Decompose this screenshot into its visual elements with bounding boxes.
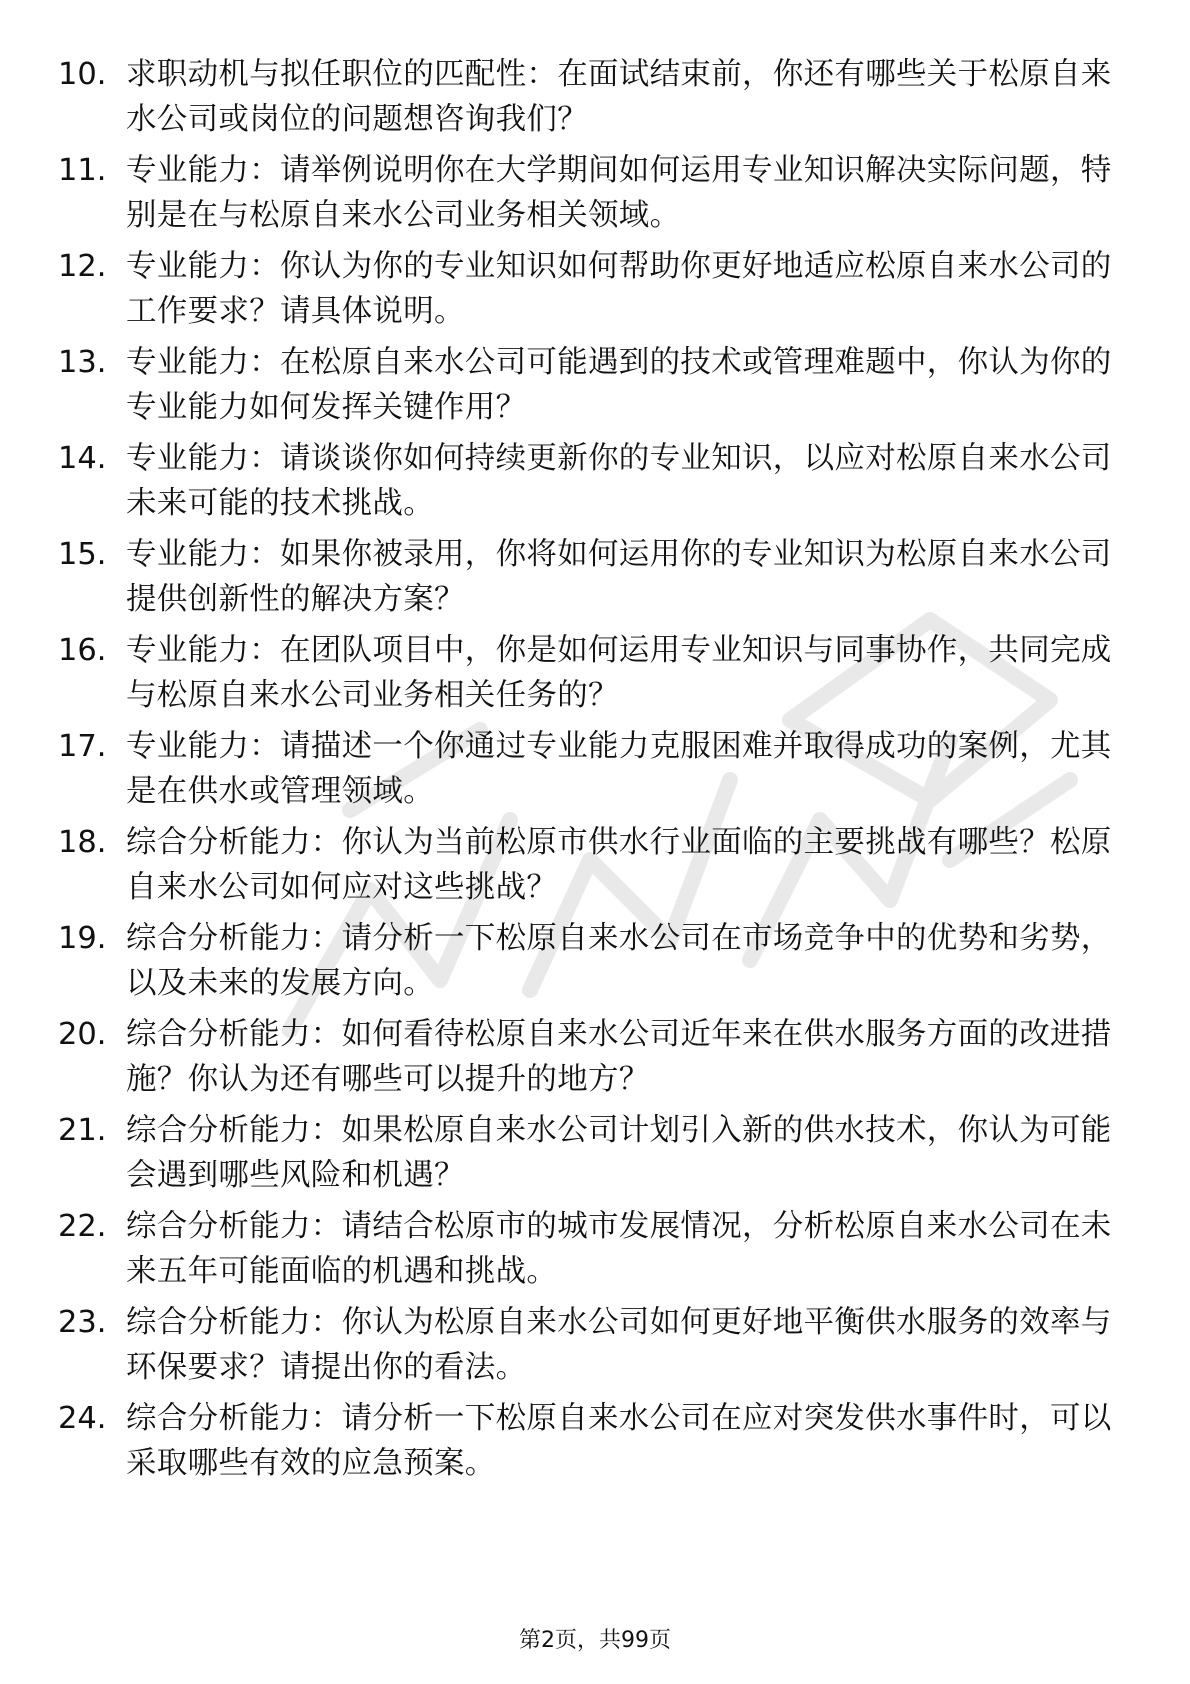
question-number: 10. <box>58 57 107 92</box>
question-text: 综合分析能力：你认为松原自来水公司如何更好地平衡供水服务的效率与环保要求？请提出你的看法。 <box>126 1305 1112 1385</box>
question-number: 22. <box>58 1209 107 1244</box>
question-text: 求职动机与拟任职位的匹配性：在面试结束前，你还有哪些关于松原自来水公司或岗位的问题想咨询我们？ <box>126 57 1112 137</box>
question-text: 专业能力：如果你被录用，你将如何运用你的专业知识为松原自来水公司提供创新性的解决方案？ <box>126 537 1112 617</box>
question-text: 专业能力：请举例说明你在大学期间如何运用专业知识解决实际问题，特别是在与松原自来水公司业务相关领域。 <box>126 153 1112 233</box>
question-item <box>58 340 1118 430</box>
question-item <box>58 724 1118 814</box>
question-item <box>58 1396 1118 1486</box>
question-text: 专业能力：在团队项目中，你是如何运用专业知识与同事协作，共同完成与松原自来水公司业务相关任务的？ <box>126 633 1112 713</box>
question-item <box>58 1204 1118 1294</box>
question-text: 专业能力：请谈谈你如何持续更新你的专业知识，以应对松原自来水公司未来可能的技术挑战。 <box>126 441 1112 521</box>
question-number: 20. <box>58 1017 107 1052</box>
question-item <box>58 1300 1118 1390</box>
question-number: 18. <box>58 825 107 860</box>
question-text: 专业能力：你认为你的专业知识如何帮助你更好地适应松原自来水公司的工作要求？请具体说明。 <box>126 249 1112 329</box>
question-text: 综合分析能力：你认为当前松原市供水行业面临的主要挑战有哪些？松原自来水公司如何应对这些挑战？ <box>126 825 1112 905</box>
question-item <box>58 1108 1118 1198</box>
question-list <box>58 52 1118 1492</box>
question-number: 24. <box>58 1401 107 1436</box>
question-text: 综合分析能力：请分析一下松原自来水公司在应对突发供水事件时，可以采取哪些有效的应急预案。 <box>126 1401 1112 1481</box>
question-number: 23. <box>58 1305 107 1340</box>
question-number: 13. <box>58 345 107 380</box>
question-item <box>58 820 1118 910</box>
question-item <box>58 916 1118 1006</box>
page-footer <box>0 1626 1190 1656</box>
question-item <box>58 1012 1118 1102</box>
question-text: 综合分析能力：请结合松原市的城市发展情况，分析松原自来水公司在未来五年可能面临的机遇和挑战。 <box>126 1209 1112 1289</box>
question-text: 专业能力：在松原自来水公司可能遇到的技术或管理难题中，你认为你的专业能力如何发挥关键作用？ <box>126 345 1112 425</box>
question-text: 综合分析能力：请分析一下松原自来水公司在市场竞争中的优势和劣势，以及未来的发展方向。 <box>126 921 1112 1001</box>
question-item <box>58 532 1118 622</box>
question-text: 综合分析能力：如果松原自来水公司计划引入新的供水技术，你认为可能会遇到哪些风险和机遇？ <box>126 1113 1112 1193</box>
question-number: 19. <box>58 921 107 956</box>
question-item <box>58 628 1118 718</box>
question-number: 21. <box>58 1113 107 1148</box>
question-number: 17. <box>58 729 107 764</box>
question-item <box>58 436 1118 526</box>
question-text: 专业能力：请描述一个你通过专业能力克服困难并取得成功的案例，尤其是在供水或管理领域。 <box>126 729 1112 809</box>
question-number: 16. <box>58 633 107 668</box>
question-text: 综合分析能力：如何看待松原自来水公司近年来在供水服务方面的改进措施？你认为还有哪些可以提升的地方？ <box>126 1017 1112 1097</box>
question-item <box>58 244 1118 334</box>
question-item <box>58 148 1118 238</box>
question-number: 14. <box>58 441 107 476</box>
question-number: 12. <box>58 249 107 284</box>
question-item <box>58 52 1118 142</box>
question-number: 15. <box>58 537 107 572</box>
question-number: 11. <box>58 153 107 188</box>
page-number-label: 第2页，共99页 <box>519 1628 671 1653</box>
